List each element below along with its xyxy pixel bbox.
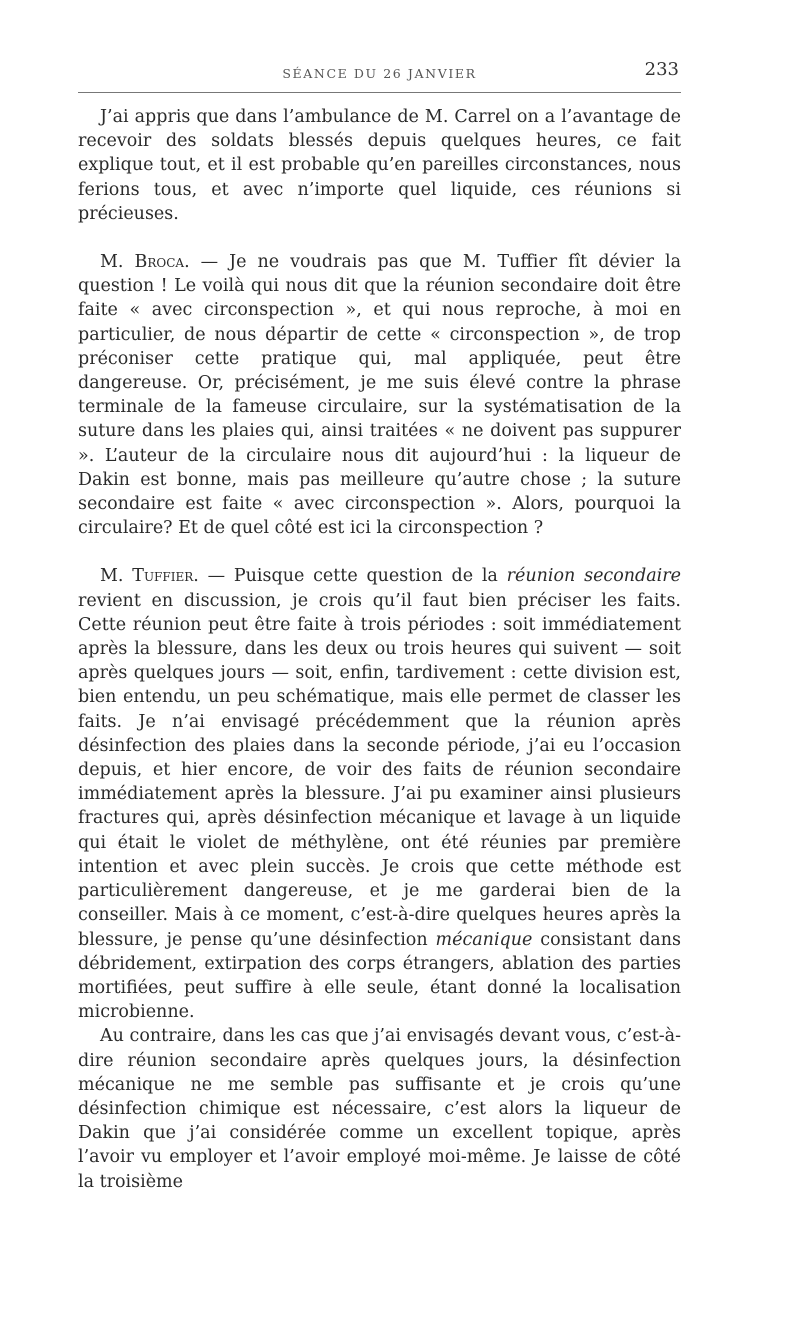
paragraph-text: consistant dans débridement, extirpation des corps étrangers, ablation des parties mortifiées, peut suffire à elle seule, étant donné la localisation microbienne. — [78, 929, 681, 1023]
document-page — [78, 58, 681, 1194]
paragraph-tuffier — [78, 564, 681, 1024]
italic-term: réunion secondaire — [506, 566, 681, 587]
italic-term: mécanique — [435, 929, 533, 950]
paragraph-text: . — Puisque cette question de la — [193, 566, 507, 587]
speaker-prefix: M. — [100, 252, 135, 273]
paragraph-au-contraire — [78, 1024, 681, 1193]
paragraph-broca — [78, 250, 681, 540]
page-header — [78, 58, 681, 92]
paragraph-text: . — Je ne voudrais pas que M. Tuffier fît dévier la question ! Le voilà qui nous dit que la réunion secondaire doit être faite « avec circonspection », et qui nous reproche, à moi en particulier, de nous départir de cette « circonspection », de trop préconiser cette pratique qui, mal appliquée, peut être dangereuse. Or, précisément, je me suis élevé contre la phrase terminale de la fameuse circulaire, sur la systématisation de la suture dans les plaies qui, ainsi traitées « ne doivent pas suppurer ». L’auteur de la circulaire nous dit aujourd’hui : la liqueur de Dakin est bonne, mais pas meilleure qu’autre chose ; la suture secondaire est faite « avec circonspection ». Alors, pourquoi la circulaire? Et de quel côté est ici la circonspection ? — [78, 252, 681, 539]
speaker-name: Tuffier — [132, 566, 194, 587]
header-rule — [78, 92, 681, 93]
speaker-prefix: M. — [100, 566, 133, 587]
page-number: 233 — [644, 59, 679, 80]
running-title: SÉANCE DU 26 JANVIER — [282, 66, 477, 81]
paragraph-text: revient en discussion, je crois qu’il faut bien préciser les faits. Cette réunion peut être faite à trois périodes : soit immédiatement après la blessure, dans les deux ou trois heures qui suivent — soit après quelques jours — soit, enfin, tardivement : cette division est, bien entendu, un peu schématique, mais elle permet de classer les faits. Je n’ai envisagé précédemment que la réunion après désinfection des plaies dans la seconde période, j’ai eu l’occasion depuis, et hier encore, de voir des faits de réunion secondaire immédiatement après la blessure. J’ai pu examiner ainsi plusieurs fractures qui, après désinfection mécanique et lavage à un liquide qui était le violet de méthylène, ont été réunies par première intention et avec plein succès. Je crois que cette méthode est particulièrement dangereuse, et je me garderai bien de la conseiller. Mais à ce moment, c’est-à-dire quelques heures après la blessure, je pense qu’une désinfection — [78, 590, 681, 950]
paragraph-text: J’ai appris que dans l’ambulance de M. Carrel on a l’avantage de recevoir des soldats blessés depuis quelques heures, ce fait explique tout, et il est probable qu’en pareilles circonstances, nous ferions tous, et avec n’importe quel liquide, ces réunions si précieuses. — [78, 107, 681, 224]
speaker-name: Broca — [134, 252, 185, 273]
paragraph-carrel — [78, 105, 681, 226]
paragraph-text: Au contraire, dans les cas que j’ai envisagés devant vous, c’est-à-dire réunion secondaire après quelques jours, la désinfection mécanique ne me semble pas suffisante et je crois qu’une désinfection chimique est nécessaire, c’est alors la liqueur de Dakin que j’ai considérée comme un excellent topique, après l’avoir vu employer et l’avoir employé moi-même. Je laisse de côté la troisième — [78, 1026, 681, 1192]
